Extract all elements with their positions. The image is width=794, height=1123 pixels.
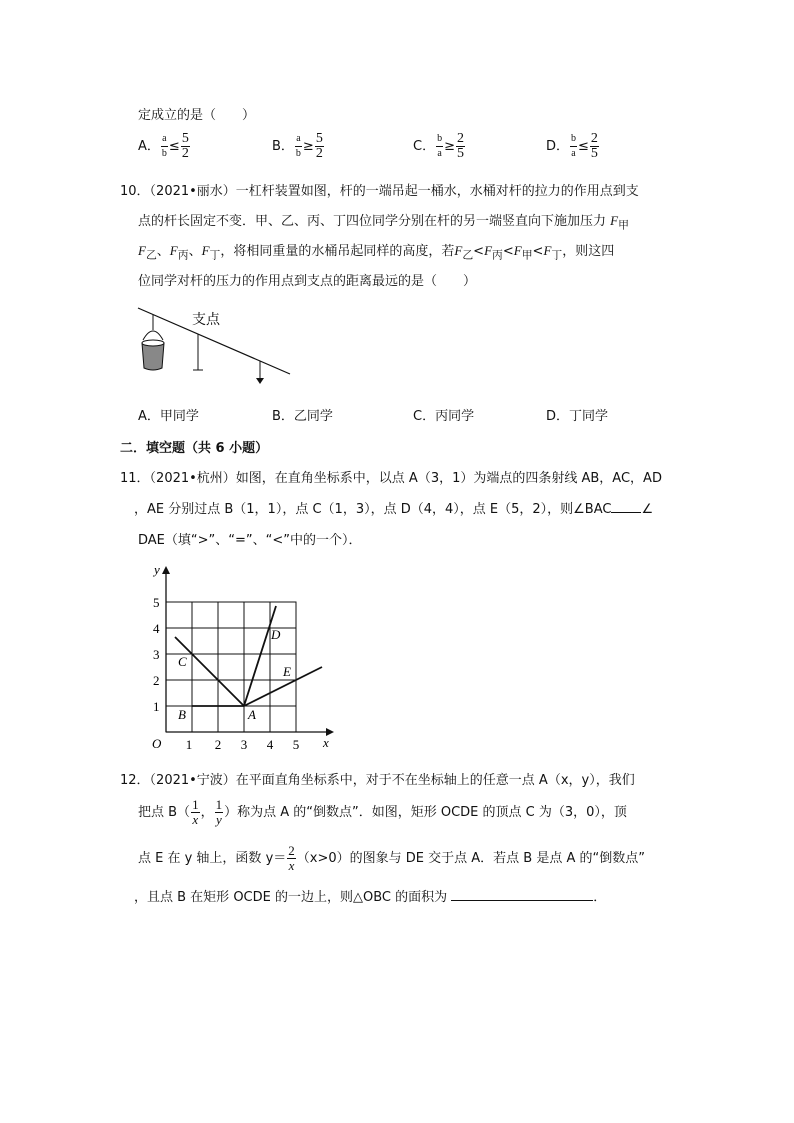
q12-line2: 把点 B（ $\frac{1}{x}$ ， $\frac{1}{y}$ ）称为点 A 的“倒数点”．如图，矩形 OCDE 的顶点 C 为（3，0），顶 (138, 797, 627, 827)
coordinate-graph (140, 560, 340, 755)
q10-line1: 10．（2021•丽水）一杠杆装置如图，杆的一端吊起一桶水，水桶对杆的拉力的作用点到支 (120, 184, 639, 199)
q11-answer-blank (611, 512, 641, 513)
bucket (142, 343, 164, 370)
force-arrowhead (256, 378, 264, 384)
point-b-label: B (178, 707, 186, 722)
x-tick-1: 1 (185, 737, 193, 752)
q10-option-d: D．丁同学 (546, 409, 609, 424)
section-title: 二．填空题（共 6 小题） (120, 441, 269, 456)
q12-line3: 点 E 在 y 轴上，函数 y＝ $\frac{2}{x}$ （x>0）的图象与 DE 交于点 A．若点 B 是点 A 的“倒数点” (138, 843, 645, 873)
q11-line2: ，AE 分别过点 B（1，1），点 C（1，3），点 D（4，4），点 E（5，2），则∠BAC ∠ (134, 502, 654, 517)
point-a-label: A (248, 707, 256, 722)
y-tick-1: 1 (153, 699, 160, 714)
q9-option-c: C． $\frac{b}{a}$ ≥ $\frac{2}{5}$ (413, 131, 464, 161)
q9-option-d: D． $\frac{b}{a}$ ≤ $\frac{2}{5}$ (546, 131, 598, 161)
bucket-handle (143, 331, 163, 340)
x-tick-4: 4 (266, 737, 274, 752)
y-tick-5: 5 (153, 595, 160, 610)
q10-option-c: C．丙同学 (413, 409, 475, 424)
origin-label: O (152, 736, 162, 751)
q10-option-b: B．乙同学 (272, 409, 333, 424)
rays (175, 606, 322, 706)
q10-option-a: A．甲同学 (138, 409, 199, 424)
q12-answer-blank (451, 900, 593, 901)
q11-line1: 11．（2021•杭州）如图，在直角坐标系中，以点 A（3，1）为端点的四条射线 AB，AC，AD (120, 471, 662, 486)
point-c-label: C (178, 654, 187, 669)
ray-ac (175, 637, 244, 706)
y-tick-3: 3 (153, 647, 160, 662)
x-tick-3: 3 (240, 737, 248, 752)
ray-ad (244, 606, 276, 706)
x-axis-label: x (323, 735, 329, 750)
q9-option-a: A． $\frac{a}{b}$ ≤ $\frac{5}{2}$ (138, 131, 189, 161)
q12-line4: ，且点 B 在矩形 OCDE 的一边上，则△OBC 的面积为 ． (134, 890, 607, 905)
y-axis-arrow (162, 566, 170, 574)
x-tick-2: 2 (214, 737, 222, 752)
q11-line3: DAE（填“>”、“=”、“<”中的一个）． (138, 533, 362, 548)
q12-line1: 12．（2021•宁波）在平面直角坐标系中，对于不在坐标轴上的任意一点 A（x，y），我们 (120, 773, 635, 788)
q9-tail: 定成立的是（ ） (138, 108, 256, 123)
x-tick-5: 5 (292, 737, 300, 752)
point-e-label: E (283, 664, 291, 679)
point-d-label: D (271, 627, 281, 642)
fulcrum-label: 支点 (192, 312, 220, 328)
lever-figure (130, 300, 300, 390)
q10-line4: 位同学对杆的压力的作用点到支点的距离最远的是（ ） (138, 274, 477, 289)
q10-line2: 点的杆长固定不变．甲、乙、丙、丁四位同学分别在杆的另一端竖直向下施加压力 $F_甲$ (138, 213, 629, 232)
y-tick-4: 4 (153, 621, 160, 636)
q9-option-b: B． $\frac{a}{b}$ ≥ $\frac{5}{2}$ (272, 131, 323, 161)
y-axis-label: y (154, 562, 160, 577)
y-tick-2: 2 (153, 673, 160, 688)
q10-line3: $F_乙$、$F_丙$、$F_丁$，将相同重量的水桶吊起同样的高度，若$F_乙<F_丙<F_甲<F_丁$，则这四 (138, 243, 615, 262)
